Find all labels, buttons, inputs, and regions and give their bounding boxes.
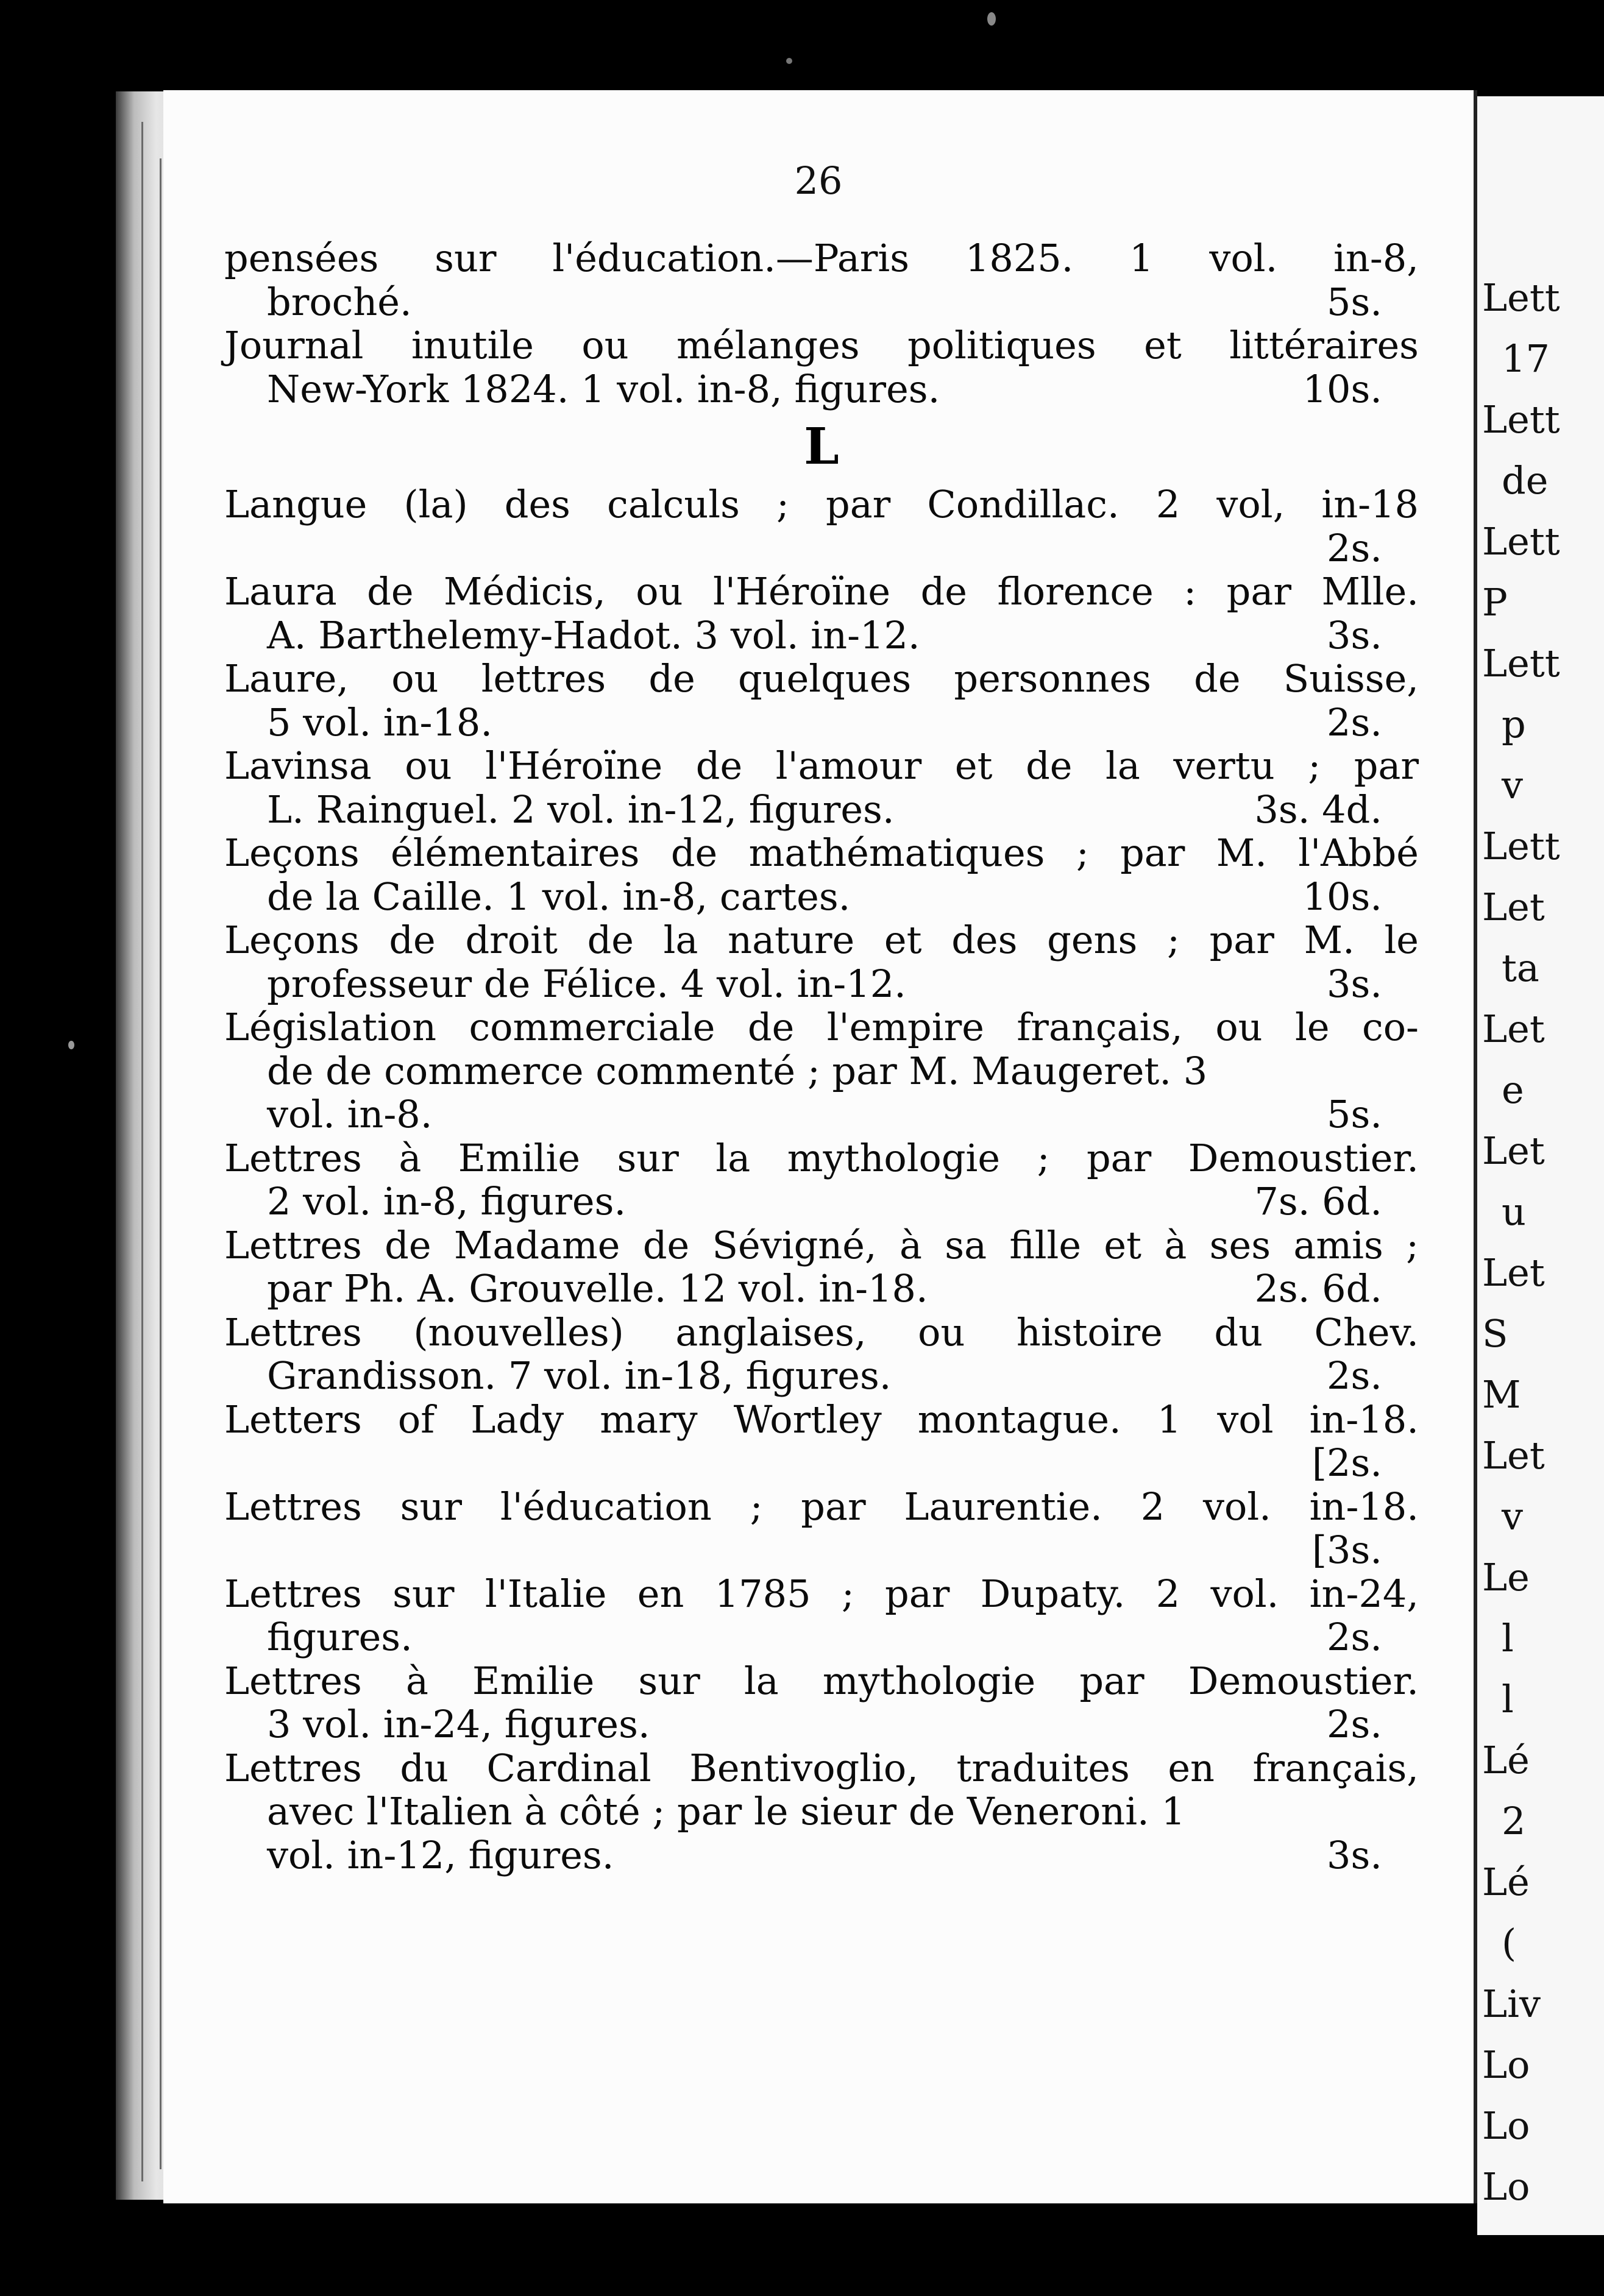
entry-first-line: Lettres (nouvelles) anglaises, ou histoire du Chev. <box>224 1309 1419 1355</box>
entry-last-line <box>224 962 1419 1006</box>
catalogue-entry <box>224 831 1419 918</box>
entry-last-line <box>224 701 1419 745</box>
adjacent-page-fragment: v <box>1502 1494 1524 1539</box>
catalogue-entry <box>224 236 1419 324</box>
entry-price: 5s. <box>1327 1092 1382 1136</box>
entry-last-line <box>224 1267 1419 1311</box>
adjacent-page-fragment: Lo <box>1482 2164 1530 2209</box>
entry-continuation-text: 5 vol. in-18. <box>267 700 493 745</box>
entry-continuation-text: figures. <box>267 1615 413 1659</box>
scan-speck <box>987 12 996 26</box>
catalogue-entry <box>224 483 1419 570</box>
catalogue-entry <box>224 1398 1419 1485</box>
entry-continuation-text: vol. in-12, figures. <box>267 1832 614 1877</box>
entry-price: 3s. <box>1327 961 1382 1006</box>
scan-speck <box>786 58 792 64</box>
adjacent-page-fragment: Lo <box>1482 2103 1530 2148</box>
adjacent-page-fragment: ta <box>1502 946 1539 990</box>
adjacent-page-fragment: Let <box>1482 1007 1545 1051</box>
adjacent-page-fragment: Lo <box>1482 2043 1530 2087</box>
entry-price: [2s. <box>1311 1440 1382 1485</box>
entry-last-line <box>224 875 1419 919</box>
adjacent-page-fragment: P <box>1482 580 1508 625</box>
entry-last-line <box>224 1180 1419 1224</box>
entry-continuation-text <box>267 1441 279 1485</box>
entry-continuation-text: New-York 1824. 1 vol. in-8, figures. <box>267 366 940 411</box>
entry-first-line: Langue (la) des calculs ; par Condillac. 2 vol, in-18 <box>224 482 1419 526</box>
catalogue-entry <box>224 1485 1419 1572</box>
entry-price: 2s. <box>1327 525 1382 570</box>
adjacent-page-fragment: Let <box>1482 1250 1545 1295</box>
entry-first-line: Laure, ou lettres de quelques personnes de Suisse, <box>224 656 1419 701</box>
entry-last-line <box>224 280 1419 324</box>
adjacent-page-fragment: e <box>1502 1068 1524 1112</box>
entry-first-line: Laura de Médicis, ou l'Héroïne de florence : par Mlle. <box>224 569 1419 614</box>
catalogue-entry <box>224 570 1419 657</box>
entry-price: 3s. <box>1327 612 1382 657</box>
adjacent-page-fragment: S <box>1482 1311 1508 1356</box>
entry-last-line <box>224 1615 1419 1659</box>
catalogue-entry <box>224 1136 1419 1224</box>
entry-first-line: Journal inutile ou mélanges politiques et littéraires <box>224 323 1419 367</box>
catalogue-entry <box>224 1311 1419 1398</box>
catalogue-entry <box>224 1746 1419 1877</box>
entry-last-line <box>224 788 1419 832</box>
entry-continuation-text: 2 vol. in-8, figures. <box>267 1179 626 1224</box>
catalogue-entry <box>224 1005 1419 1136</box>
entry-continuation-text <box>267 526 279 570</box>
section-letter: L <box>804 417 839 476</box>
entry-last-line <box>224 1093 1419 1136</box>
entry-price: 10s. <box>1302 874 1382 919</box>
adjacent-page-fragment: Lett <box>1482 275 1560 320</box>
entry-price: [3s. <box>1311 1528 1382 1572</box>
adjacent-page-fragment: l <box>1502 1677 1514 1721</box>
entry-last-line <box>224 1703 1419 1746</box>
adjacent-page-fragment: Lett <box>1482 641 1560 686</box>
adjacent-page-fragment: Le <box>1482 1555 1530 1600</box>
adjacent-page-fragment: de <box>1502 458 1549 503</box>
entry-continuation-line <box>224 1790 1419 1834</box>
adjacent-page <box>1477 96 1604 2235</box>
adjacent-page-fragment: Let <box>1482 885 1545 929</box>
entry-continuation-text: Grandisson. 7 vol. in-18, figures. <box>267 1353 892 1398</box>
entry-continuation-text: A. Barthelemy-Hadot. 3 vol. in-12. <box>267 612 920 657</box>
entry-first-line: Lavinsa ou l'Héroïne de l'amour et de la vertu ; par <box>224 743 1419 788</box>
catalogue-entry <box>224 324 1419 411</box>
entry-price: 5s. <box>1327 279 1382 324</box>
entry-continuation-text: par Ph. A. Grouvelle. 12 vol. in-18. <box>267 1266 928 1311</box>
entry-continuation-text: L. Rainguel. 2 vol. in-12, figures. <box>267 787 895 832</box>
entry-price: 7s. 6d. <box>1254 1179 1382 1224</box>
entry-continuation-text: avec l'Italien à côté ; par le sieur de Veneroni. 1 <box>267 1789 1185 1834</box>
entry-price: 2s. 6d. <box>1254 1266 1382 1311</box>
adjacent-page-fragment: 17 <box>1502 336 1550 381</box>
adjacent-page-fragment: Lett <box>1482 397 1560 442</box>
entry-continuation-text: de la Caille. 1 vol. in-8, cartes. <box>267 874 851 919</box>
adjacent-page-fragment: Lett <box>1482 519 1560 564</box>
entry-first-line: Leçons élémentaires de mathématiques ; par M. l'Abbé <box>224 831 1419 875</box>
catalogue-entry <box>224 1659 1419 1746</box>
scan-speck <box>68 1041 74 1049</box>
entry-last-line <box>224 1354 1419 1398</box>
entry-continuation-text: de de commerce commenté ; par M. Maugeret. 3 <box>267 1048 1208 1093</box>
adjacent-page-fragment: ( <box>1502 1921 1517 1965</box>
entry-last-line <box>224 1441 1419 1485</box>
adjacent-page-fragment: u <box>1502 1189 1526 1234</box>
adjacent-page-fragment: v <box>1502 763 1524 807</box>
entry-last-line <box>224 1528 1419 1572</box>
adjacent-page-fragment: M <box>1482 1372 1521 1417</box>
entry-price: 2s. <box>1327 1702 1382 1746</box>
catalogue-entry <box>224 1224 1419 1311</box>
adjacent-page-fragment: Lett <box>1482 824 1560 868</box>
adjacent-page-fragment: Let <box>1482 1129 1545 1173</box>
adjacent-page-fragment: Lé <box>1482 1860 1530 1904</box>
entry-price: 2s. <box>1327 700 1382 745</box>
catalogue-entry <box>224 744 1419 831</box>
entry-last-line <box>224 1834 1419 1877</box>
adjacent-page-fragment: Lé <box>1482 1738 1530 1782</box>
catalogue-entry <box>224 657 1419 744</box>
entry-first-line: Lettres à Emilie sur la mythologie par Demoustier. <box>224 1658 1419 1703</box>
adjacent-page-fragment: Let <box>1482 1433 1545 1478</box>
adjacent-page-fragment: 2 <box>1502 1799 1526 1843</box>
catalogue-entry <box>224 918 1419 1005</box>
adjacent-page-fragment: l <box>1502 1616 1514 1660</box>
entry-continuation-text: professeur de Félice. 4 vol. in-12. <box>267 961 906 1006</box>
entry-price: 10s. <box>1302 366 1382 411</box>
entry-continuation-text <box>267 1528 279 1572</box>
catalogue-entries <box>224 236 1419 1877</box>
entry-continuation-text: broché. <box>267 279 412 324</box>
entry-first-line: Lettres de Madame de Sévigné, à sa fille et à ses amis ; <box>224 1222 1419 1267</box>
entry-last-line <box>224 614 1419 657</box>
binding-crease <box>160 158 161 2169</box>
adjacent-page-fragment: p <box>1502 702 1526 746</box>
entry-last-line <box>224 526 1419 570</box>
entry-price: 3s. 4d. <box>1254 787 1382 832</box>
binding-crease <box>141 122 143 2181</box>
page-number: 26 <box>794 158 843 203</box>
entry-first-line: Lettres sur l'Italie en 1785 ; par Dupaty. 2 vol. in-24, <box>224 1571 1419 1616</box>
entry-first-line: Letters of Lady mary Wortley montague. 1 vol in-18. <box>224 1397 1419 1442</box>
entry-first-line: Législation commerciale de l'empire français, ou le co- <box>224 1005 1419 1049</box>
adjacent-page-fragment: Liv <box>1482 1982 1541 2026</box>
entry-first-line: Lettres à Emilie sur la mythologie ; par Demoustier. <box>224 1135 1419 1180</box>
entry-first-line: Lettres sur l'éducation ; par Laurentie. 2 vol. in-18. <box>224 1484 1419 1529</box>
entry-continuation-line <box>224 1049 1419 1093</box>
entry-first-line: pensées sur l'éducation.—Paris 1825. 1 vol. in-8, <box>224 236 1419 280</box>
entry-price: 2s. <box>1327 1353 1382 1398</box>
entry-first-line: Leçons de droit de la nature et des gens ; par M. le <box>224 918 1419 962</box>
catalogue-entry <box>224 1572 1419 1659</box>
entry-price: 2s. <box>1327 1615 1382 1659</box>
entry-continuation-text: 3 vol. in-24, figures. <box>267 1702 650 1746</box>
entry-price: 3s. <box>1327 1832 1382 1877</box>
entry-last-line <box>224 367 1419 411</box>
entry-continuation-text: vol. in-8. <box>267 1092 433 1136</box>
entry-first-line: Lettres du Cardinal Bentivoglio, traduites en français, <box>224 1745 1419 1790</box>
